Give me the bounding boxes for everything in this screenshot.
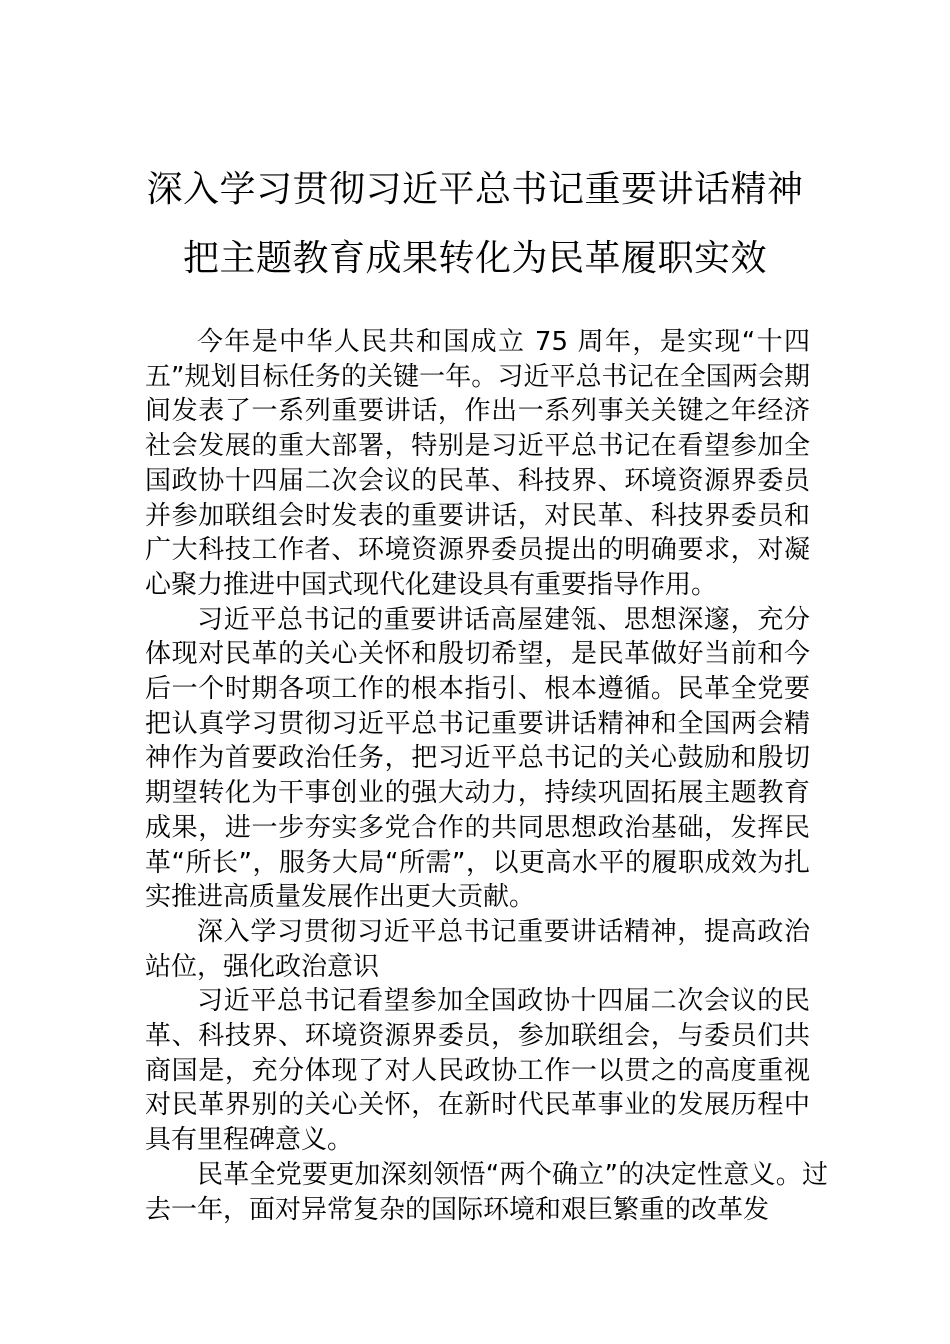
body-paragraph: 民革全党要更加深刻领悟“两个确立”的决定性意义。过去一年，面对异常复杂的国际环境和艰巨繁重的改革发 [145, 1159, 828, 1225]
document-body [145, 325, 828, 1227]
document-title-line-1: 深入学习贯彻习近平总书记重要讲话精神 [146, 169, 804, 210]
document-title-line-2: 把主题教育成果转化为民革履职实效 [182, 238, 767, 279]
section-heading: 深入学习贯彻习近平总书记重要讲话精神，提高政治站位，强化政治意识 [145, 916, 810, 982]
body-paragraph: 习近平总书记的重要讲话高屋建瓴、思想深邃，充分体现对民革的关心关怀和殷切希望，是民革做好当前和今后一个时期各项工作的根本指引、根本遵循。民革全党要把认真学习贯彻习近平总书记重要讲话精神和全国两会精神作为首要政治任务，把习近平总书记的关心鼓励和殷切期望转化为干事创业的强大动力，持续巩固拓展主题教育成果，进一步夯实多党合作的共同思想政治基础，发挥民革“所长”，服务大局“所需”，以更高水平的履职成效为扎实推进高质量发展作出更大贡献。 [145, 604, 810, 913]
body-paragraph: 习近平总书记看望参加全国政协十四届二次会议的民革、科技界、环境资源界委员，参加联组会，与委员们共商国是，充分体现了对人民政协工作一以贯之的高度重视对民革界别的关心关怀，在新时代民革事业的发展历程中具有里程碑意义。 [145, 986, 810, 1156]
body-paragraph: 今年是中华人民共和国成立 75 周年，是实现“十四五”规划目标任务的关键一年。习近平总书记在全国两会期间发表了一系列重要讲话，作出一系列事关关键之年经济社会发展的重大部署，特别是习近平总书记在看望参加全国政协十四届二次会议的民革、科技界、环境资源界委员并参加联组会时发表的重要讲话，对民革、科技界委员和广大科技工作者、环境资源界委员提出的明确要求，对凝心聚力推进中国式现代化建设具有重要指导作用。 [145, 327, 810, 600]
